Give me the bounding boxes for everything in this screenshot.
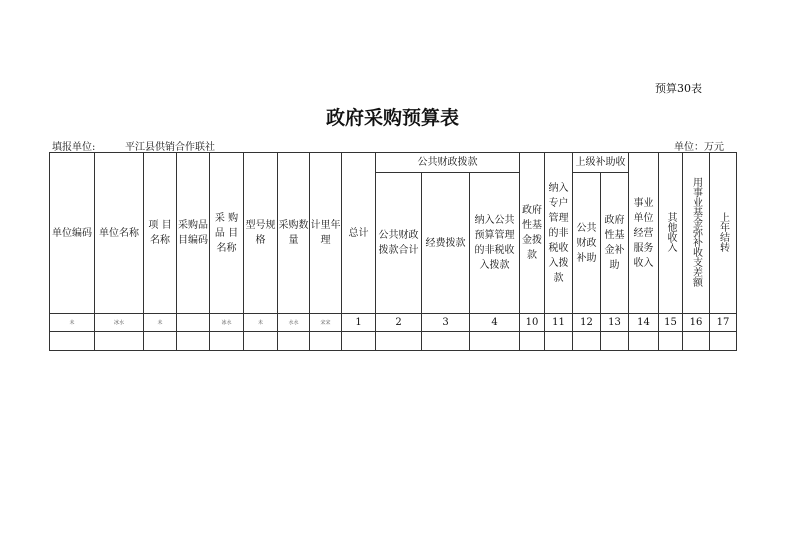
col-other-income-cell [659,153,683,314]
col-special-nontax: 纳入专户管理的非税收入拨款 [545,153,573,314]
table-row [50,332,737,351]
index-cell: 4 [470,314,520,332]
index-cell: 17 [710,314,737,332]
col-quantity: 采购数量 [278,153,310,314]
index-cell: 11 [545,314,573,332]
index-cell: 16 [683,314,710,332]
index-cell: 15 [659,314,683,332]
group-public-finance: 公共财政拨款 [376,153,520,173]
empty-cell [95,332,144,351]
col-unit-year: 计里年理 [310,153,342,314]
empty-cell [601,332,629,351]
col-last-year-cell [710,153,737,314]
empty-cell [573,332,601,351]
index-cell: 水水 [278,314,310,332]
col-fund-balance-cell [683,153,710,314]
empty-cell [50,332,95,351]
empty-cell [520,332,545,351]
empty-cell [470,332,520,351]
empty-cell [310,332,342,351]
index-cell: 宋宋 [310,314,342,332]
col-item-code: 采购品目编码 [177,153,210,314]
index-cell: 未 [144,314,177,332]
empty-cell [244,332,278,351]
empty-cell [144,332,177,351]
empty-cell [422,332,470,351]
col-superior-public: 公共财政补助 [573,173,601,314]
index-cell: 1 [342,314,376,332]
index-cell: 14 [629,314,659,332]
filler-value: 平江县供销合作联社 [125,142,215,153]
table-row [50,314,737,332]
empty-cell [545,332,573,351]
col-expense: 经费拨款 [422,173,470,314]
empty-cell [710,332,737,351]
col-unit-name: 单位名称 [95,153,144,314]
col-fund-balance: 用事业基金弥补收支差额 [690,176,702,287]
col-total: 总计 [342,153,376,314]
index-cell: 10 [520,314,545,332]
index-cell: 2 [376,314,422,332]
col-last-year: 上年结转 [717,211,729,252]
col-nontax: 纳入公共预算管理的非税收入拨款 [470,173,520,314]
col-other-income: 其他收入 [665,211,677,252]
currency-unit: 单位：万元 [674,142,724,153]
filler-label: 填报单位: [52,142,96,153]
index-cell: 3 [422,314,470,332]
empty-cell [278,332,310,351]
empty-cell [177,332,210,351]
index-cell: 冰水 [210,314,244,332]
empty-cell [376,332,422,351]
col-project-name: 项 目名称 [144,153,177,314]
col-model: 型号规格 [244,153,278,314]
index-cell: 未 [244,314,278,332]
empty-cell [342,332,376,351]
empty-cell [629,332,659,351]
index-cell: 13 [601,314,629,332]
procurement-budget-table [49,152,737,351]
col-gov-fund: 政府性基金拨款 [520,153,545,314]
index-cell: 未 [50,314,95,332]
form-number: 预算30表 [655,82,702,95]
empty-cell [210,332,244,351]
page-title: 政府采购预算表 [325,107,459,129]
col-item-name: 采 购品 目名称 [210,153,244,314]
index-cell [177,314,210,332]
empty-cell [659,332,683,351]
index-cell: 12 [573,314,601,332]
empty-cell [683,332,710,351]
col-public-total: 公共财政拨款合计 [376,173,422,314]
col-superior-fund: 政府性基金补助 [601,173,629,314]
col-unit-code: 单位编码 [50,153,95,314]
group-superior-subsidy: 上级补助收 [573,153,629,173]
index-cell: 冰水 [95,314,144,332]
col-business-income: 事业单位经营服务收入 [629,153,659,314]
